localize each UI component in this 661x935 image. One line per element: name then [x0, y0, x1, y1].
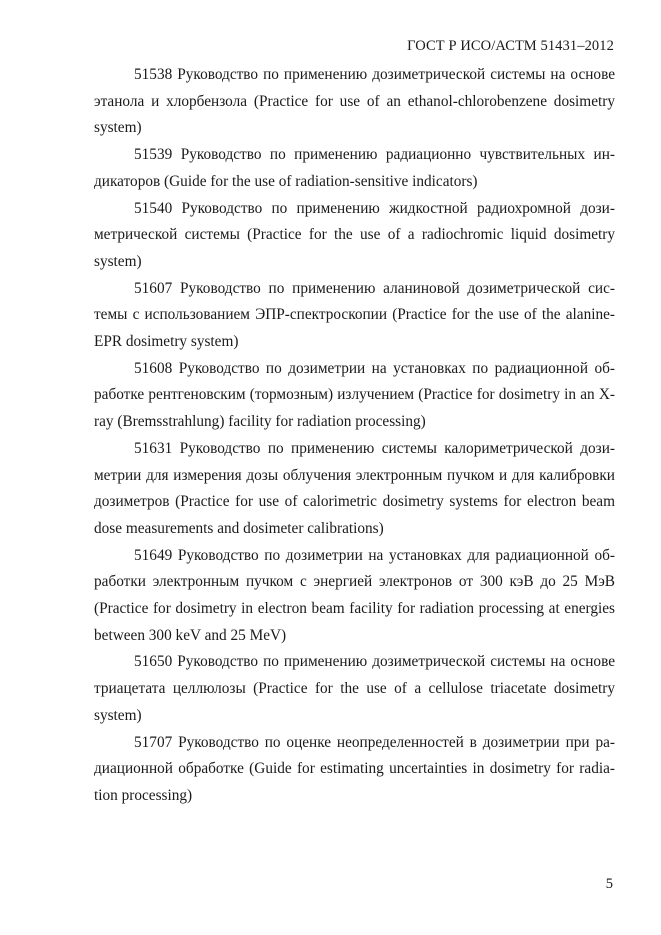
standard-code: 51539 — [134, 146, 173, 164]
standard-title: Руководство по дозиметрии на установках для радиационной обработки электронным пучком с энергией электронов от 300 кэВ до 25 МэВ (Practice for dosimetry in electron beam facility for radiation processing at energies between 300 keV and 25 MeV) — [94, 546, 616, 644]
standard-title: Руководство по применению дозиметрической системы на основе этанола и хлорбензола (Practice for use of an ethanol-chlorobenzene dosimetry system) — [94, 66, 615, 137]
standard-code: 51631 — [134, 439, 173, 457]
list-item — [94, 142, 615, 195]
standard-title: Руководство по применению дозиметрической системы на основе триацетата целлюлозы (Practice for the use of a cellulose triacetate dosimetry system) — [94, 653, 615, 724]
standard-code: 51607 — [134, 279, 173, 297]
list-item — [94, 730, 615, 810]
standard-code: 51649 — [134, 546, 173, 564]
list-item — [94, 62, 615, 142]
list-item — [94, 649, 615, 729]
standard-title: Руководство по применению жидкостной радиохромной дозиметрической системы (Practice for the use of a radiochromic liquid dosimetry system) — [94, 199, 615, 270]
standard-title: Руководство по оценке неопределенностей в дозиметрии при радиационной обработке (Guide for estimating uncertainties in dosimetry for radiation processing) — [94, 733, 615, 804]
list-item — [94, 356, 615, 436]
standard-title: Руководство по применению радиационно чувствительных индикаторов (Guide for the use of radiation-sensitive indicators) — [94, 146, 616, 190]
standards-list — [94, 62, 615, 810]
list-item — [94, 276, 615, 356]
standard-code: 51650 — [134, 653, 173, 671]
document-header: ГОСТ Р ИСО/АСТМ 51431–2012 — [407, 38, 614, 54]
list-item — [94, 543, 615, 650]
standard-title: Руководство по применению аланиновой дозиметрической системы с использованием ЭПР-спектроскопии (Practice for the use of the alanine-EPR dosimetry system) — [94, 279, 615, 351]
standard-code: 51538 — [134, 66, 173, 83]
standard-code: 51707 — [134, 733, 173, 751]
page-number: 5 — [605, 876, 613, 892]
list-item — [94, 196, 615, 276]
standard-title: Руководство по применению системы калориметрической дозиметрии для измерения дозы облучения электронным пучком и для калибровки дозиметров (Practice for use of calorimetric dosimetry systems for electron beam dose measurements and dosimeter calibrations) — [94, 439, 615, 537]
standard-code: 51608 — [134, 359, 173, 377]
standard-code: 51540 — [134, 199, 173, 217]
list-item — [94, 436, 615, 543]
standard-title: Руководство по дозиметрии на установках по радиационной обработке рентгеновским (тормозным) излучением (Practice for dosimetry in an X-ray (Bremsstrahlung) facility for radiation processing) — [94, 359, 615, 431]
